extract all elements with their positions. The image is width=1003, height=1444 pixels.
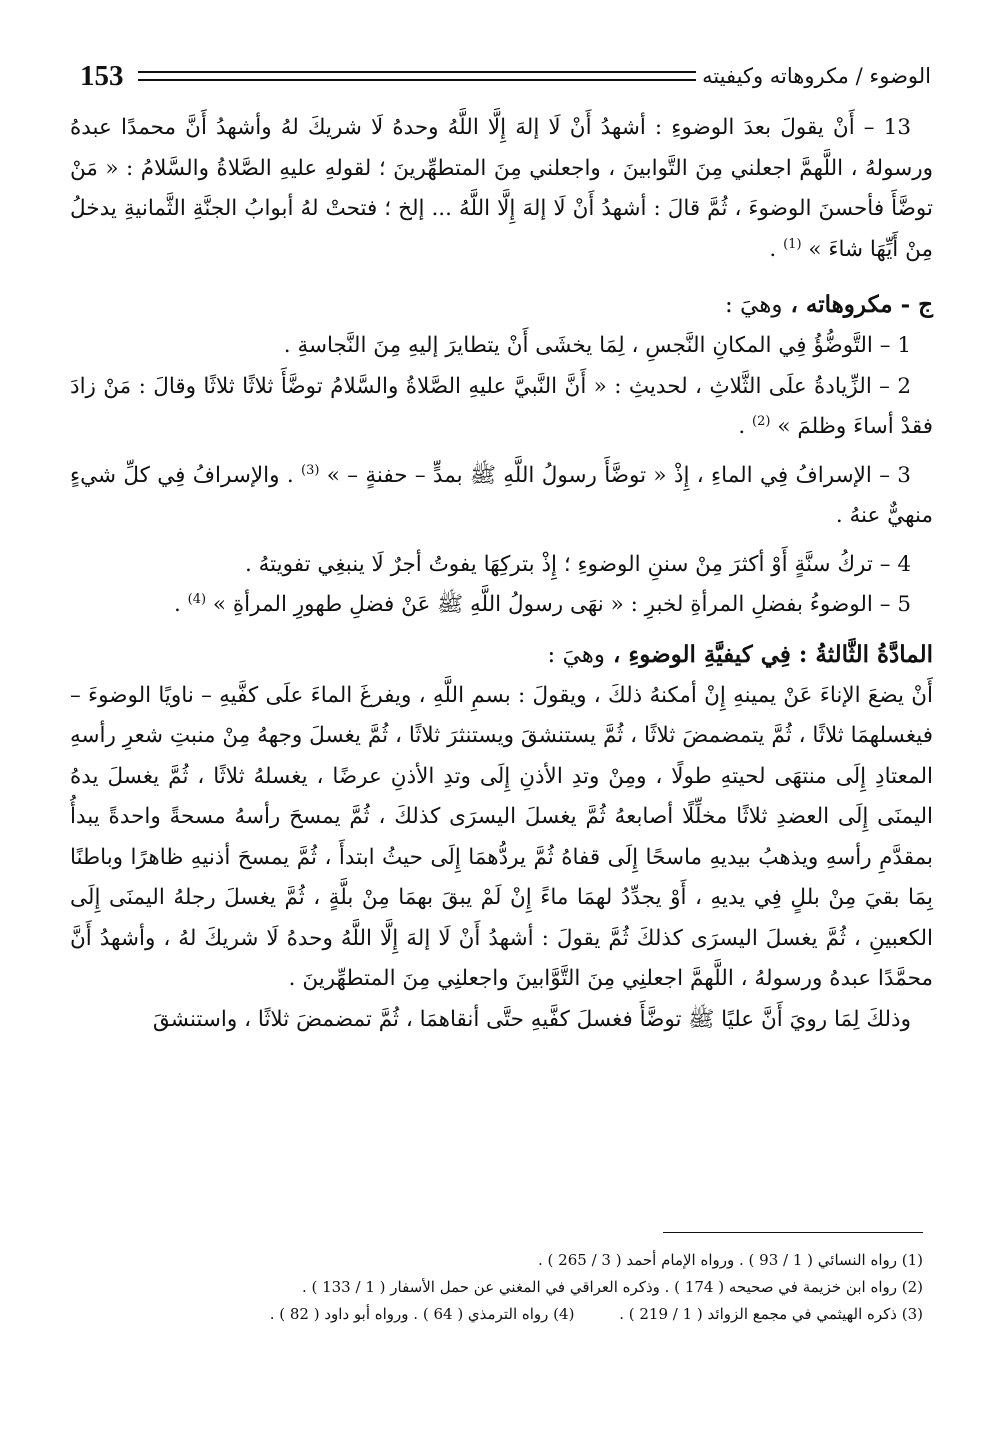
makruh-item-4-text: 4 – تركُ سنَّةٍ أَوْ أكثرَ مِنْ سننِ الوضوءِ ؛ إِذْ بتركِهَا يفوتُ أجرٌ لَا ينبغِي تفويتهُ . (244, 551, 911, 577)
footnotes (80, 1232, 923, 1328)
footnote-row-3-4 (80, 1301, 923, 1328)
sunan-item-13-text: 13 – أَنْ يقولَ بعدَ الوضوءِ : أشهدُ أَنْ لَا إلهَ إِلَّا اللَّهُ وحدهُ لَا شريكَ لهُ وأشهدُ أَنَّ محمدًا عبدهُ ورسولهُ ، اللَّهمَّ اجعلني مِنَ التَّوابينَ ، واجعلني مِنَ المتطهِّرينَ ؛ لقولهِ عليهِ الصَّلاةُ والسَّلامُ : « مَنْ توضَّأَ فأحسنَ الوضوءَ ، ثُمَّ قالَ : أشهدُ أَنْ لَا إلهَ إِلَّا اللَّهُ ... إلخ ؛ فتحتْ لهُ أبوابُ الجنَّةِ الثَّمانيةِ يدخلُ مِنْ أَيِّهَا شاءَ » (70, 115, 933, 262)
makruh-item-5-text: 5 – الوضوءُ بفضلِ المرأةِ لخبرِ : « نهَى رسولُ اللَّهِ ﷺ عَنْ فضلِ طهورِ المرأةِ » (212, 592, 911, 617)
makruh-item-1 (70, 326, 933, 367)
makruh-item-5: 5 – الوضوءُ بفضلِ المرأةِ لخبرِ : « نهَى رسولُ اللَّهِ ﷺ عَنْ فضلِ طهورِ المرأةِ » $^{(4)}$ . (173, 591, 911, 617)
makruh-item-3-after: والإسرافُ فِي كلِّ شيءٍ منهيٌّ عنهُ . (70, 462, 933, 528)
footnote-ref-3: (3) (301, 462, 320, 478)
header-rule (138, 71, 697, 81)
footnote-1: (1) رواه النسائي ( 1 / 93 ) . ورواه الإمام أحمد ( 3 / 265 ) . (538, 1251, 923, 1269)
section-heading-makruhat-bold: ج - مكروهاته ، (790, 291, 933, 318)
makruh-item-3: 3 – الإسرافُ فِي الماءِ ، إِذْ « توضَّأَ رسولُ اللَّهِ ﷺ بمدٍّ – حفنةٍ – » $^{(3)}$ . والإسرافُ فِي كلِّ شيءٍ منهيٌّ عنهُ . (70, 462, 933, 528)
makruh-item-1-text: 1 – التَّوضُّؤُ فِي المكانِ النَّجسِ ، لِمَا يخشَى أَنْ يتطايرَ إليهِ مِنَ النَّجاسةِ . (283, 333, 911, 358)
footnote-rule (663, 1232, 923, 1233)
makruh-item-4 (70, 545, 933, 586)
section-heading-kayfiyya-rest: وهيَ : (547, 641, 605, 668)
footnote-ref-4: (4) (187, 591, 207, 607)
kayfiyya-paragraph: أَنْ يضعَ الإناءَ عَنْ يمينهِ إِنْ أمكنهُ ذلكَ ، ويقولَ : بسمِ اللَّهِ ، ويفرغَ الماءَ علَى كفَّيهِ – ناويًا الوضوءَ – فيغسلهمَا ثلاثًا ، ثُمَّ يتمضمضَ ثلاثًا ، ثُمَّ يستنشقَ ويستنثرَ ثلاثًا ، ثُمَّ يغسلَ وجههُ مِنْ منبتِ شعرِ رأسهِ المعتادِ إِلَى منتهَى لحيتهِ طولًا ، ومِنْ وتدِ الأذنِ إِلَى وتدِ الأذنِ عرضًا ، يغسلهُ ثلاثًا ، ثُمَّ يغسلَ يدهُ اليمنَى إِلَى العضدِ ثلاثًا مخلِّلًا أصابعهُ ثُمَّ يغسلَ اليسرَى كذلكَ ، ثُمَّ يمسحَ رأسهُ مسحةً واحدةً يبدأُ بمقدَّمِ رأسهِ ويذهبُ بيديهِ ماسحًا إِلَى قفاهُ ثُمَّ يردُّهمَا إِلَى حيثُ ابتدأَ ، ثُمَّ يمسحَ أذنيهِ ظاهرًا وباطنًا بِمَا بقيَ مِنْ بللٍ فِي يديهِ ، أَوْ يجدِّدُ لهمَا ماءً إِنْ لَمْ يبقَ بهمَا مِنْ بلَّةٍ ، ثُمَّ يغسلَ رجلهُ اليمنَى إِلَى الكعبينِ ، ثُمَّ يغسلَ اليسرَى كذلكَ ثُمَّ يقولَ : أشهدُ أَنْ لَا إلهَ إِلَّا اللَّهُ وحدهُ لَا شريكَ لهُ ، وأشهدُ أَنَّ محمَّدًا عبدهُ ورسولهُ ، اللَّهمَّ اجعلنِي مِنَ التَّوَّابينَ واجعلنِي مِنَ المتطهِّرينَ . (70, 682, 933, 991)
makruh-item-3-text: 3 – الإسرافُ فِي الماءِ ، إِذْ « توضَّأَ رسولُ اللَّهِ ﷺ بمدٍّ – حفنةٍ – » (326, 462, 911, 488)
page-body (70, 108, 933, 1040)
kayfiyya-paragraph-2: وذلكَ لِمَا رويَ أَنَّ عليًا ﷺ توضَّأَ فغسلَ كفَّيهِ حتَّى أنقاهمَا ، ثُمَّ تمضمضَ ثلاثًا ، واستنشقَ (152, 1006, 911, 1032)
section-heading-makruhat (70, 284, 933, 326)
sunan-item-13: 13 – أَنْ يقولَ بعدَ الوضوءِ : أشهدُ أَنْ لَا إلهَ إِلَّا اللَّهُ وحدهُ لَا شريكَ لهُ وأشهدُ أَنَّ محمدًا عبدهُ ورسولهُ ، اللَّهمَّ اجعلني مِنَ التَّوابينَ ، واجعلني مِنَ المتطهِّرينَ ؛ لقولهِ عليهِ الصَّلاةُ والسَّلامُ : « مَنْ توضَّأَ فأحسنَ الوضوءَ ، ثُمَّ قالَ : أشهدُ أَنْ لَا إلهَ إِلَّا اللَّهُ ... إلخ ؛ فتحتْ لهُ أبوابُ الجنَّةِ الثَّمانيةِ يدخلُ مِنْ أَيِّهَا شاءَ » $^{(1)}$ . (70, 115, 933, 262)
footnote-3: (3) ذكره الهيثمي في مجمع الزوائد ( 1 / 219 ) . (619, 1305, 923, 1323)
makruh-item-2: 2 – الزِّيادةُ علَى الثَّلاثِ ، لحديثِ : « أَنَّ النَّبيَّ عليهِ الصَّلاةُ والسَّلامُ توضَّأَ ثلاثًا ثلاثًا وقالَ : مَنْ زادَ فقدْ أساءَ وظلمَ » $^{(2)}$ . (70, 373, 933, 439)
footnote-ref-1: (1) (783, 236, 802, 252)
footnote-4: (4) رواه الترمذي ( 64 ) . ورواه أبو داود ( 82 ) . (269, 1305, 575, 1323)
footnote-ref-2: (2) (752, 413, 771, 429)
section-heading-makruhat-rest: وهيَ : (724, 292, 783, 318)
section-heading-kayfiyya (70, 634, 933, 676)
page-header (80, 56, 931, 96)
makruh-item-2-text: 2 – الزِّيادةُ علَى الثَّلاثِ ، لحديثِ : « أَنَّ النَّبيَّ عليهِ الصَّلاةُ والسَّلامُ توضَّأَ ثلاثًا ثلاثًا وقالَ : مَنْ زادَ فقدْ أساءَ وظلمَ » (70, 373, 933, 439)
running-title: الوضوء / مكروهاته وكيفيته (702, 64, 931, 88)
page-number: 153 (80, 59, 124, 92)
section-heading-kayfiyya-bold: المادَّةُ الثَّالثةُ : فِي كيفيَّةِ الوضوءِ ، (612, 640, 933, 668)
footnote-2: (2) رواه ابن خزيمة في صحيحه ( 174 ) . وذكره العراقي في المغني عن حمل الأسفار ( 1 / 133 ) . (301, 1278, 923, 1296)
